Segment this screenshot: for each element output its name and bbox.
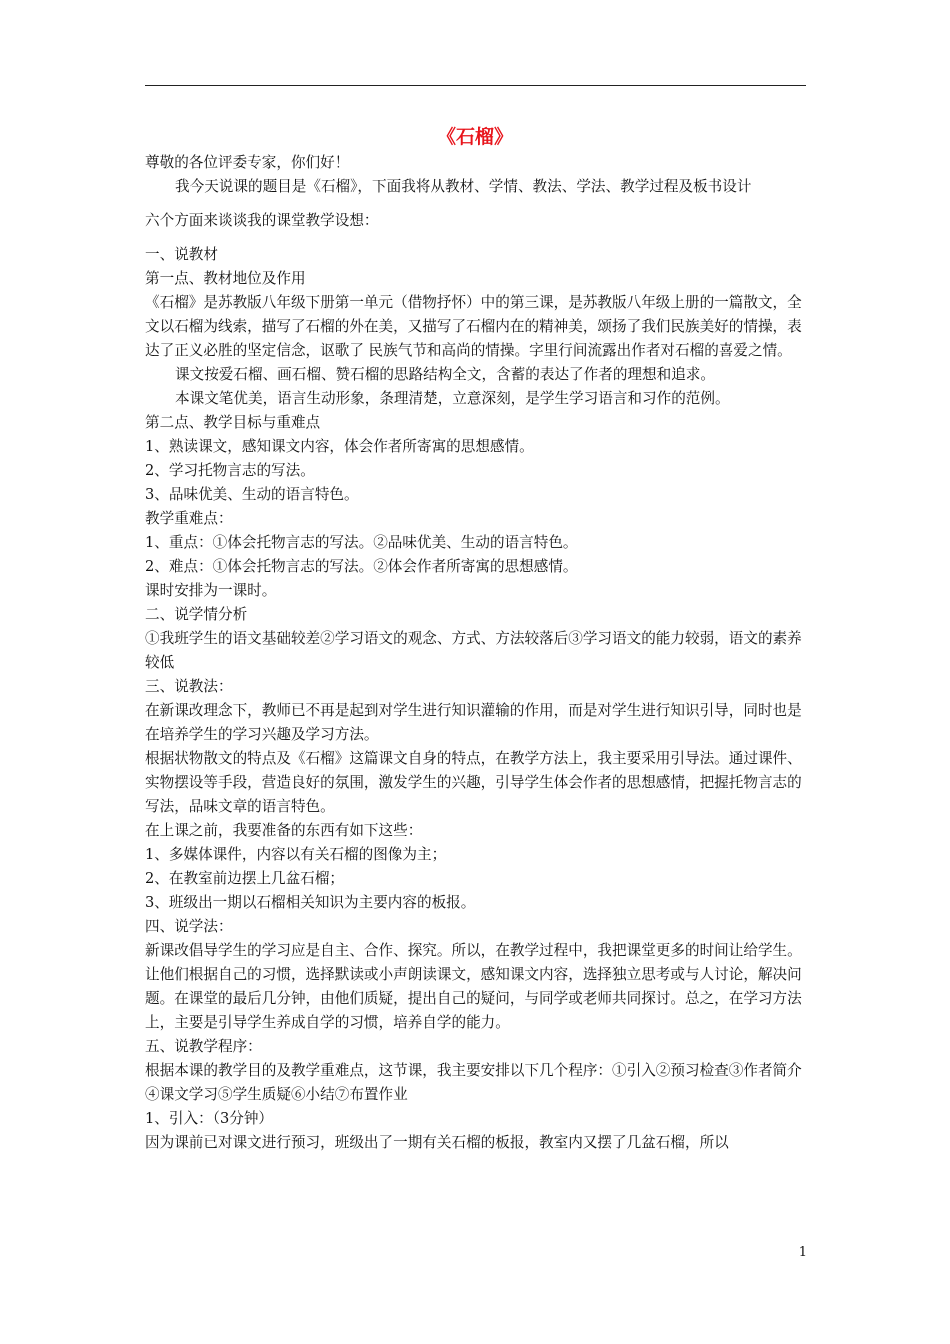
paragraph: 在上课之前，我要准备的东西有如下这些： xyxy=(145,822,423,839)
list-item: 3、品味优美、生动的语言特色。 xyxy=(145,486,359,503)
document-body xyxy=(145,151,807,1155)
list-item: 2、在教室前边摆上几盆石榴； xyxy=(145,870,345,887)
paragraph: 课文按爱石榴、画石榴、赞石榴的思路结构全文，含蓄的表达了作者的理想和追求。 xyxy=(175,366,715,383)
list-item: 3、班级出一期以石榴相关知识为主要内容的板报。 xyxy=(145,894,476,911)
header-rule xyxy=(145,85,806,86)
section-heading-1: 一、说教材 xyxy=(145,246,218,263)
paragraph-intro: 我今天说课的题目是《石榴》，下面我将从教材、学情、教法、学法、教学过程及板书设计 xyxy=(175,178,752,195)
section-heading-4: 四、说学法： xyxy=(145,918,233,935)
paragraph: 在新课改理念下，教师已不再是起到对学生进行知识灌输的作用，而是对学生进行知识引导，同时也是在培养学生的学习兴趣及学习方法。 xyxy=(145,702,802,743)
document-title: 《石榴》 xyxy=(436,126,513,148)
paragraph: 根据本课的教学目的及教学重难点，这节课，我主要安排以下几个程序：①引入②预习检查③作者简介④课文学习⑤学生质疑⑥小结⑦布置作业 xyxy=(145,1062,802,1103)
paragraph: ①我班学生的语文基础较差②学习语文的观念、方式、方法较落后③学习语文的能力较弱，语文的素养较低 xyxy=(145,630,802,671)
paragraph-greeting: 尊敬的各位评委专家，你们好！ xyxy=(145,154,350,171)
list-item: 1、熟读课文，感知课文内容，体会作者所寄寓的思想感情。 xyxy=(145,438,534,455)
paragraph: 课时安排为一课时。 xyxy=(145,582,277,599)
page-number: 1 xyxy=(798,1245,807,1260)
paragraph: 根据状物散文的特点及《石榴》这篇课文自身的特点，在教学方法上，我主要采用引导法。通过课件、实物摆设等手段，营造良好的氛围，激发学生的兴趣，引导学生体会作者的思想感情，把握托物言志的写法，品味文章的语言特色。 xyxy=(145,750,802,815)
list-item: 2、学习托物言志的写法。 xyxy=(145,462,315,479)
subheading-1: 第一点、教材地位及作用 xyxy=(145,270,306,287)
list-item: 2、难点：①体会托物言志的写法。②体会作者所寄寓的思想感情。 xyxy=(145,558,578,575)
section-heading-2: 二、说学情分析 xyxy=(145,606,248,623)
paragraph: 新课改倡导学生的学习应是自主、合作、探究。所以，在教学过程中，我把课堂更多的时间让给学生。让他们根据自己的习惯，选择默读或小声朗读课文，感知课文内容，选择独立思考或与人讨论，解决问题。在课堂的最后几分钟，由他们质疑，提出自己的疑问，与同学或老师共同探讨。总之，在学习方法上，主要是引导学生养成自学的习惯，培养自学的能力。 xyxy=(145,942,802,1031)
list-item: 1、重点：①体会托物言志的写法。②品味优美、生动的语言特色。 xyxy=(145,534,578,551)
subheading-2: 第二点、教学目标与重难点 xyxy=(145,414,321,431)
paragraph: 本课文笔优美，语言生动形象，条理清楚，立意深刻，是学生学习语言和习作的范例。 xyxy=(175,390,730,407)
paragraph: 《石榴》是苏教版八年级下册第一单元（借物抒怀）中的第三课，是苏教版八年级上册的一篇散文，全文以石榴为线索，描写了石榴的外在美，又描写了石榴内在的精神美，颂扬了我们民族美好的情操，表达了正义必胜的坚定信念，讴歌了 民族气节和高尚的情操。字里行间流露出作者对石榴的喜爱之情。 xyxy=(145,294,802,359)
section-heading-5: 五、说教学程序： xyxy=(145,1038,262,1055)
paragraph: 因为课前已对课文进行预习，班级出了一期有关石榴的板报，教室内又摆了几盆石榴，所以 xyxy=(145,1134,729,1151)
paragraph: 教学重难点： xyxy=(145,510,233,527)
section-heading-3: 三、说教法： xyxy=(145,678,233,695)
paragraph-intro-cont: 六个方面来谈谈我的课堂教学设想： xyxy=(145,212,379,229)
list-item: 1、引入：（3分钟） xyxy=(145,1110,274,1127)
list-item: 1、多媒体课件，内容以有关石榴的图像为主； xyxy=(145,846,447,863)
